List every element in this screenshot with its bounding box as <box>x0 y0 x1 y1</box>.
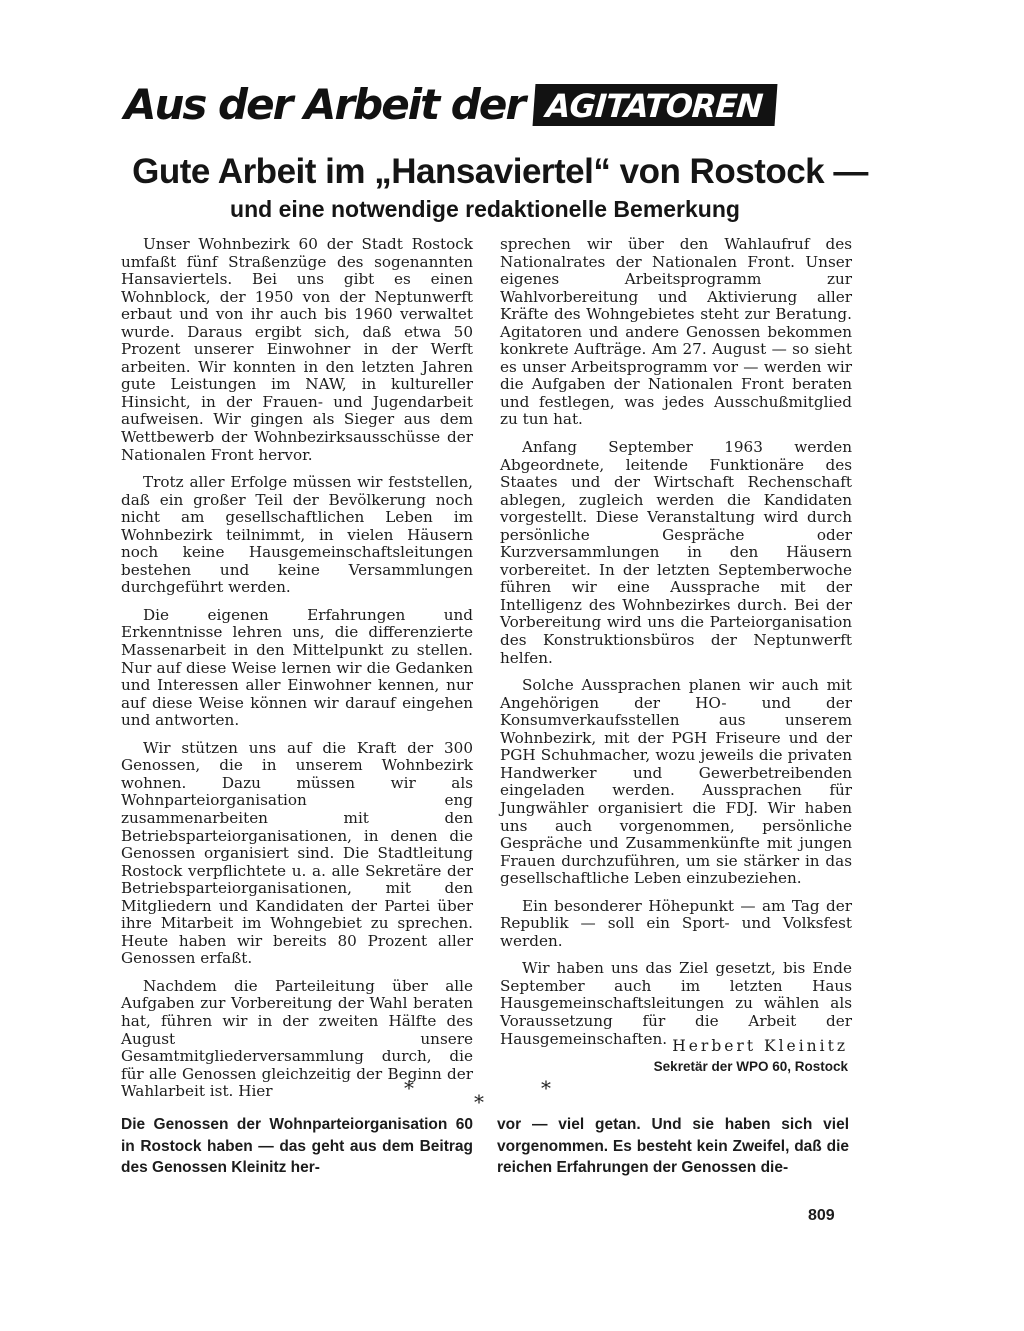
article-paragraph: Nachdem die Parteileitung über alle Aufgaben zur Vorbereitung der Wahl beraten hat, führen wir in der zweiten Hälfte des August unsere Gesamtmitgliederversammlung durch, die für alle Genossen gleichzeitig der Beginn der Wahlarbeit ist. Hier <box>121 976 473 1101</box>
article-paragraph: Anfang September 1963 werden Abgeordnete, leitende Funktionäre des Staates und der Wirtschaft Rechenschaft ablegen, zugleich werden die Kandidaten vorgestellt. Diese Veranstaltung wird durch persönliche Gespräche oder Kurzversammlungen in den Häusern vorbereitet. In der letzten Septemberwoche führen wir eine Aussprache mit der Intelligenz des Wohnbezirkes durch. Bei der Vorbereitung wird uns die Parteiorganisation des Konstruktionsbüros der Neptunwerft helfen. <box>500 438 852 667</box>
article-subheadline: und eine notwendige redaktionelle Bemerkung <box>230 196 740 222</box>
author-signature <box>500 1036 848 1078</box>
article-paragraph: Wir stützen uns auf die Kraft der 300 Genossen, die in unserem Wohnbezirk wohnen. Dazu müssen wir als Wohnparteiorganisation eng zusammenarbeiten mit den Betriebsparteiorganisationen, in denen die Genossen organisiert sind. Die Stadtleitung Rostock verpflichtete u. a. alle Sekretäre der Betriebsparteiorganisationen, mit den Mitgliedern und Kandidaten der Partei über ihre Mitarbeit im Wohngebiet zu sprechen. Heute haben wir bereits 80 Prozent aller Genossen erfaßt. <box>121 738 473 968</box>
article-paragraph: Die eigenen Erfahrungen und Erkenntnisse lehren uns, die differenzierte Massenarbeit in den Mittelpunkt zu stellen. Nur auf diese Weise lernen wir die Gedanken und Interessen aller Einwohner kennen, nur auf diese Weise können wir darauf eingehen und antworten. <box>121 605 473 730</box>
separator-star: * <box>474 1090 484 1114</box>
article-paragraph: Wir haben uns das Ziel gesetzt, bis Ende September auch im letzten Haus Hausgemeinschaftsleitungen zu wählen als Voraussetzung für die Arbeit der Hausgemeinschaften. <box>500 959 852 1048</box>
rubric-boxed-label: AGITATOREN <box>533 84 778 126</box>
article-column-right <box>500 236 852 1058</box>
author-name: Herbert Kleinitz <box>672 1037 848 1055</box>
author-role: Sekretär der WPO 60, Rostock <box>653 1059 848 1074</box>
article-column-left <box>121 236 473 1111</box>
section-rubric <box>124 80 776 129</box>
rubric-lead-text: Aus der Arbeit der <box>124 80 525 129</box>
separator-star: * <box>404 1076 414 1100</box>
article-paragraph: sprechen wir über den Wahlaufruf des Nationalrates der Nationalen Front. Unser eigenes Arbeitsprogramm zur Wahlvorbereitung und Aktivierung aller Kräfte des Wohngebietes steht zur Beratung. Agitatoren und andere Genossen bekommen konkrete Aufträge. Am 27. August — so sieht es unser Arbeitsprogramm vor — werden wir die Aufgaben der Nationalen Front beraten und festlegen, was jedes Ausschußmitglied zu tun hat. <box>500 235 852 429</box>
article-paragraph: Unser Wohnbezirk 60 der Stadt Rostock umfaßt fünf Straßenzüge des sogenannten Hansaviertels. Bei uns gibt es einen Wohnblock, der 1950 von der Neptunwerft erbaut und von ihr auch bis 1960 verwaltet wurde. Daraus ergibt sich, daß etwa 50 Prozent unserer Einwohner in der Werft arbeiten. Wir konnten in den letzten Jahren gute Leistungen im NAW, in kultureller Hinsicht, in der Frauen- und Jugendarbeit aufweisen. Wir gingen als Sieger aus dem Wettbewerb der Wohnbezirksausschüsse der Nationalen Front hervor. <box>121 235 473 464</box>
editorial-note-right: vor — viel getan. Und sie haben sich viel vorgenommen. Es besteht kein Zweifel, daß die reichen Erfahrungen der Genossen die- <box>497 1116 849 1176</box>
article-paragraph: Solche Aussprachen planen wir auch mit Angehörigen der HO- und der Konsumverkaufsstellen aus unserem Wohnbezirk, mit der PGH Friseure und der PGH Schuhmacher, wozu jeweils die privaten Handwerker und Gewerbetreibenden eingeladen werden. Aussprachen für Jungwähler organisiert die FDJ. Wir haben uns auch vorgenommen, persönliche Gespräche und Zusammenkünfte mit jungen Frauen durchzuführen, um sie stärker in das gesellschaftliche Leben einzubeziehen. <box>500 676 852 888</box>
article-paragraph: Ein besonderer Höhepunkt — am Tag der Republik — soll ein Sport- und Volksfest werden. <box>500 896 852 950</box>
page-number: 809 <box>808 1207 835 1224</box>
editorial-note-left: Die Genossen der Wohnparteiorganisation 60 in Rostock haben — das geht aus dem Beitrag des Genossen Kleinitz her- <box>121 1116 473 1176</box>
separator-star: * <box>541 1076 551 1100</box>
article-headline: Gute Arbeit im „Hansaviertel“ von Rostock — <box>132 152 868 191</box>
article-paragraph: Trotz aller Erfolge müssen wir feststellen, daß ein großer Teil der Bevölkerung noch nicht am gesellschaftlichen Leben im Wohnbezirk teilnimmt, in vielen Häusern noch keine Hausgemeinschaftsleitungen bestehen und keine Versammlungen durchgeführt werden. <box>121 473 473 597</box>
